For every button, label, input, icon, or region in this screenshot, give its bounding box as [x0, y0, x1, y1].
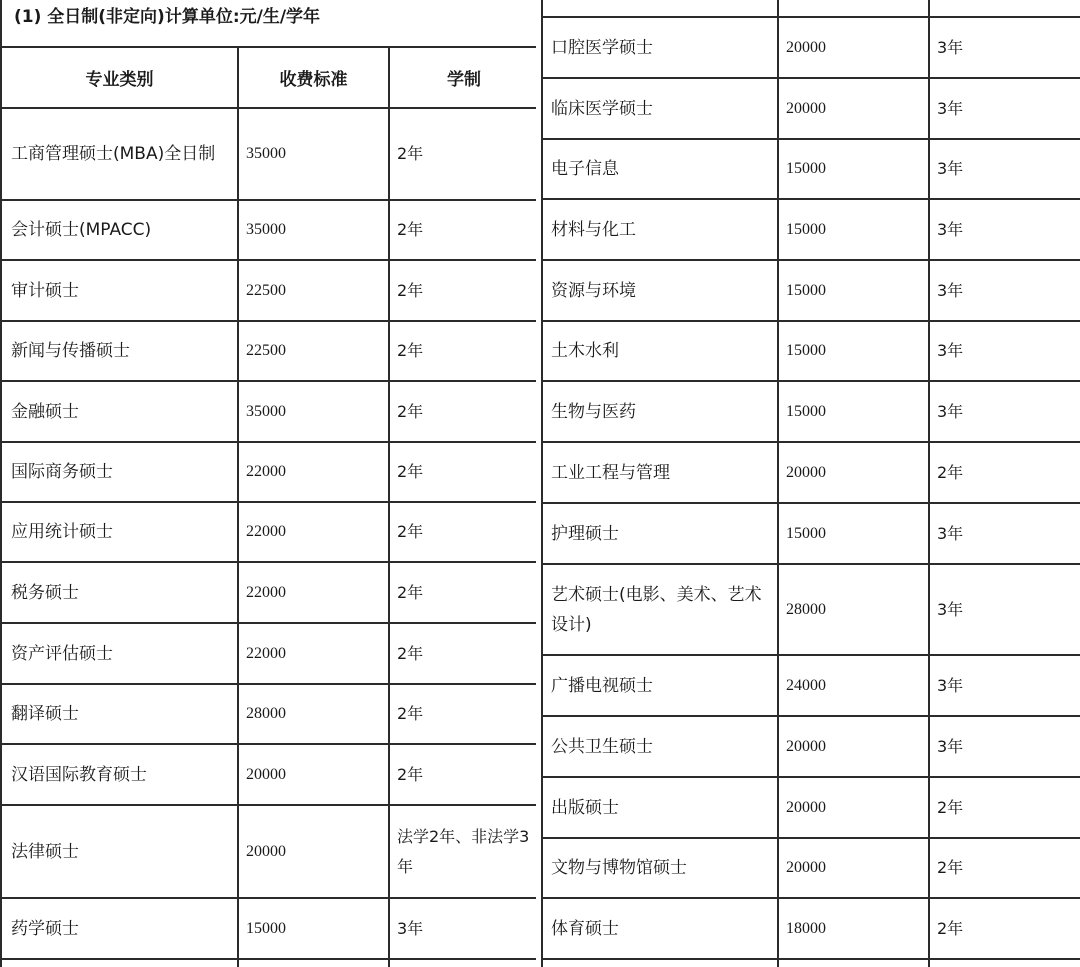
category-cell: 出版硕士	[542, 777, 778, 838]
table-caption-text: (1) 全日制(非定向)计算单位:元/生/学年	[14, 7, 321, 27]
duration-cell: 3年	[929, 716, 1080, 777]
left-table-panel	[0, 0, 536, 967]
table-row	[1, 805, 536, 898]
fee-cell: 15000	[778, 199, 929, 260]
duration-cell: 3年	[929, 503, 1080, 564]
fee-cell: 20000	[778, 17, 929, 78]
category-cell: 生物与医药	[542, 381, 778, 442]
duration-cell: 2年	[389, 684, 536, 744]
table-row	[1, 959, 536, 967]
duration-cell: 3年	[929, 655, 1080, 716]
table-row	[542, 381, 1080, 442]
category-cell: 土木水利	[542, 321, 778, 381]
fee-cell: 35000	[238, 381, 389, 442]
duration-cell: 2年	[389, 200, 536, 260]
table-row	[542, 199, 1080, 260]
fee-cell: 22000	[238, 502, 389, 562]
category-cell: 口腔医学硕士	[542, 17, 778, 78]
duration-cell: 2年	[929, 838, 1080, 898]
duration-cell: 3年	[929, 381, 1080, 442]
fee-cell: 20000	[778, 442, 929, 503]
fee-cell: 20000	[238, 744, 389, 805]
category-cell: 电子信息	[542, 139, 778, 199]
category-cell: 翻译硕士	[1, 684, 238, 744]
fee-cell: 20000	[778, 777, 929, 838]
table-row	[1, 200, 536, 260]
fee-cell: 18000	[778, 898, 929, 959]
fee-cell: 28000	[238, 684, 389, 744]
category-cell: 工业工程与管理	[542, 442, 778, 503]
duration-cell: 2年	[389, 562, 536, 623]
table-row	[542, 777, 1080, 838]
fee-cell: 22000	[238, 562, 389, 623]
table-row	[542, 838, 1080, 898]
duration-cell: 3年	[929, 260, 1080, 321]
category-cell: 会计硕士(MPACC)	[1, 200, 238, 260]
table-caption	[1, 0, 536, 47]
duration-cell: 3年	[929, 564, 1080, 655]
category-cell: 资源与环境	[542, 260, 778, 321]
table-row	[1, 108, 536, 200]
duration-cell: 2年	[389, 502, 536, 562]
table-row	[542, 321, 1080, 381]
category-cell: 艺术硕士(电影、美术、艺术设计)	[542, 564, 778, 655]
table-row	[542, 898, 1080, 959]
fee-cell: 15000	[778, 321, 929, 381]
category-cell: 应用统计硕士	[1, 502, 238, 562]
category-cell: 法律硕士	[1, 805, 238, 898]
category-cell: 体育硕士	[542, 898, 778, 959]
table-row	[1, 562, 536, 623]
fee-cell: 22500	[238, 321, 389, 381]
duration-cell: 2年	[929, 777, 1080, 838]
table-row	[542, 655, 1080, 716]
header-fee: 收费标准	[238, 47, 389, 108]
fee-cell: 20000	[778, 716, 929, 777]
table-row	[542, 716, 1080, 777]
category-cell: 审计硕士	[1, 260, 238, 321]
fee-cell: 15000	[778, 260, 929, 321]
table-row	[542, 503, 1080, 564]
duration-cell: 2年	[389, 744, 536, 805]
category-cell: 工商管理硕士(MBA)全日制	[1, 108, 238, 200]
category-cell: 资产评估硕士	[1, 623, 238, 684]
duration-cell: 2年	[929, 442, 1080, 503]
fee-cell: 15000	[238, 898, 389, 959]
fee-cell: 20000	[778, 838, 929, 898]
header-category: 专业类别	[1, 47, 238, 108]
fee-cell: 20000	[238, 805, 389, 898]
duration-cell: 2年	[389, 321, 536, 381]
table-row	[1, 442, 536, 502]
table-row	[1, 260, 536, 321]
fee-cell: 15000	[778, 503, 929, 564]
duration-cell: 2年	[389, 442, 536, 502]
fee-cell: 22000	[238, 442, 389, 502]
category-cell: 汉语国际教育硕士	[1, 744, 238, 805]
fee-cell: 15000	[778, 139, 929, 199]
fee-cell: 35000	[238, 200, 389, 260]
duration-cell: 2年	[389, 381, 536, 442]
category-cell: 临床医学硕士	[542, 78, 778, 139]
duration-cell: 3年	[929, 78, 1080, 139]
duration-cell: 2年	[929, 898, 1080, 959]
fee-cell: 22000	[238, 623, 389, 684]
header-duration: 学制	[389, 47, 536, 108]
tuition-table-right	[541, 0, 1080, 967]
header-row	[1, 47, 536, 108]
category-cell: 护理硕士	[542, 503, 778, 564]
table-row	[542, 564, 1080, 655]
table-row	[1, 684, 536, 744]
fee-cell: 20000	[778, 78, 929, 139]
duration-cell: 2年	[389, 108, 536, 200]
fee-cell: 15000	[778, 381, 929, 442]
duration-cell: 2年	[389, 623, 536, 684]
table-row	[1, 744, 536, 805]
fee-cell: 22500	[238, 260, 389, 321]
category-cell: 药学硕士	[1, 898, 238, 959]
category-cell: 材料与化工	[542, 199, 778, 260]
table-row	[1, 381, 536, 442]
table-row	[1, 321, 536, 381]
table-row	[542, 17, 1080, 78]
duration-cell: 3年	[929, 17, 1080, 78]
category-cell: 公共卫生硕士	[542, 716, 778, 777]
duration-cell: 2年	[389, 260, 536, 321]
table-row	[542, 78, 1080, 139]
fee-cell: 24000	[778, 655, 929, 716]
table-row	[1, 502, 536, 562]
category-cell: 广播电视硕士	[542, 655, 778, 716]
duration-cell: 3年	[929, 321, 1080, 381]
category-cell: 国际商务硕士	[1, 442, 238, 502]
table-row	[542, 959, 1080, 967]
category-cell: 新闻与传播硕士	[1, 321, 238, 381]
table-row	[542, 442, 1080, 503]
category-cell: 税务硕士	[1, 562, 238, 623]
duration-cell: 3年	[929, 199, 1080, 260]
category-cell: 文物与博物馆硕士	[542, 838, 778, 898]
table-row	[542, 0, 1080, 17]
table-row	[1, 623, 536, 684]
fee-cell: 35000	[238, 108, 389, 200]
table-row	[1, 898, 536, 959]
duration-cell: 3年	[389, 898, 536, 959]
table-row	[542, 260, 1080, 321]
fee-cell: 28000	[778, 564, 929, 655]
tuition-table-left	[0, 0, 536, 967]
right-table-panel	[541, 0, 1080, 967]
table-row	[542, 139, 1080, 199]
category-cell: 金融硕士	[1, 381, 238, 442]
duration-cell: 法学2年、非法学3年	[389, 805, 536, 898]
duration-cell: 3年	[929, 139, 1080, 199]
